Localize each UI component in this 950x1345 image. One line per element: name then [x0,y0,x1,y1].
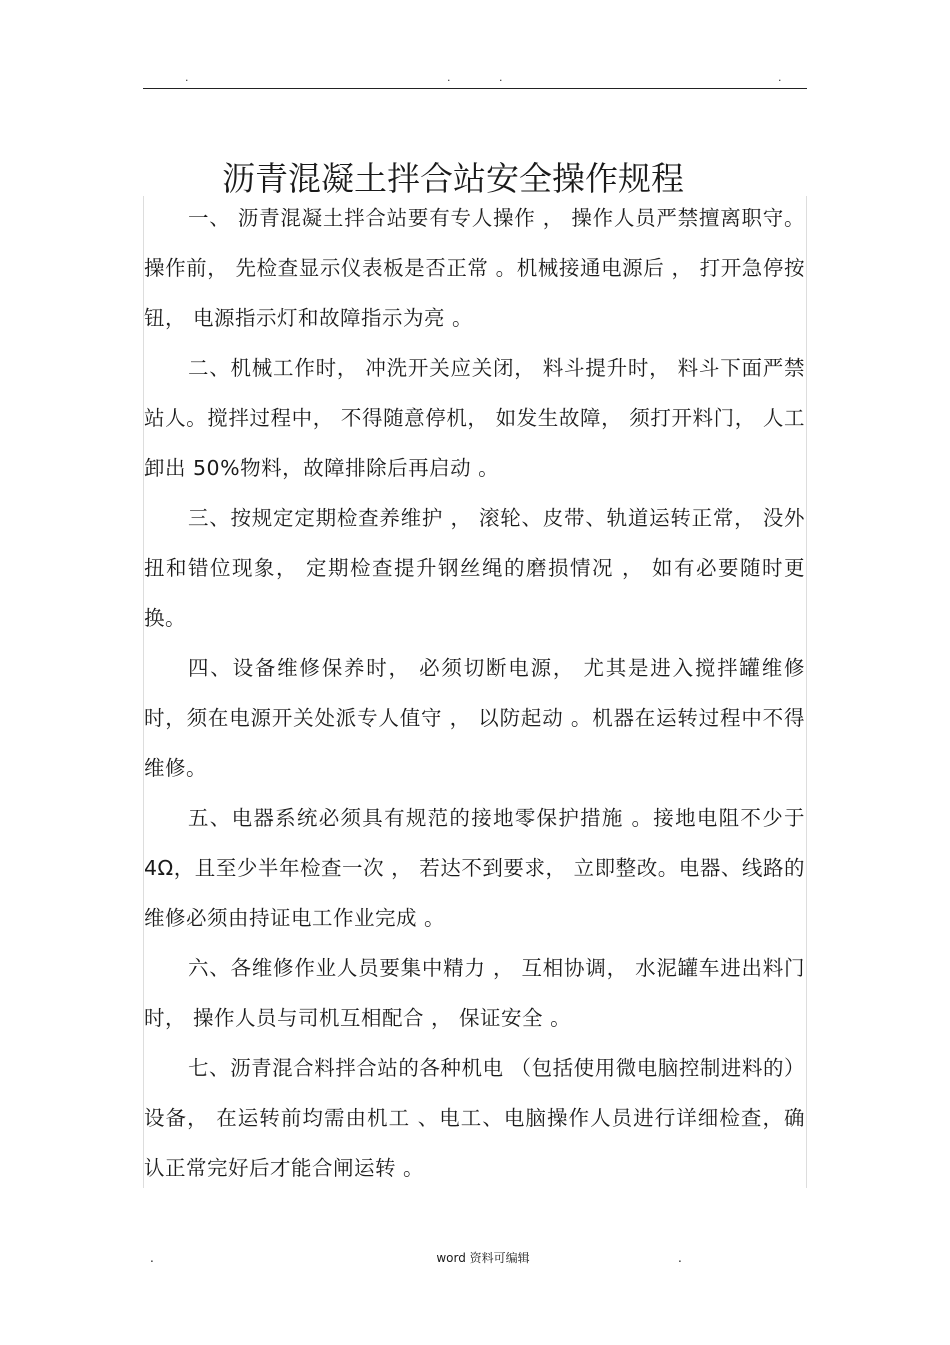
document-title: 沥青混凝土拌合站安全操作规程 [222,159,684,199]
header-divider [143,88,807,89]
header-mark: . [185,71,189,84]
clause-2: 二、机械工作时， 冲洗开关应关闭， 料斗提升时， 料斗下面严禁站人。搅拌过程中， 不得随意停机， 如发生故障， 须打开料门， 人工卸出 50%物料，故障排除后再启动 。 [144,356,805,480]
footer-left-mark: . [150,1251,154,1265]
text-frame-right-border [806,196,807,1188]
clause-7: 七、沥青混合料拌合站的各种机电 （包括使用微电脑控制进料的）设备， 在运转前均需由机工 、电工、电脑操作人员进行详细检查，确认正常完好后才能合闸运转 。 [144,1056,805,1180]
clause-6: 六、各维修作业人员要集中精力 ， 互相协调， 水泥罐车进出料门时， 操作人员与司机互相配合 ， 保证安全 。 [144,956,805,1030]
clause-5: 五、电器系统必须具有规范的接地零保护措施 。接地电阻不少于 4Ω，且至少半年检查一次 ， 若达不到要求， 立即整改。电器、线路的维修必须由持证电工作业完成 。 [144,806,805,930]
header-mark: . [778,71,782,84]
page-footer [0,1248,950,1268]
document-body [144,193,805,1193]
footer-right-mark: . [678,1251,682,1265]
header-mark: . [499,71,503,84]
clause-1: 一、 沥青混凝土拌合站要有专人操作 ， 操作人员严禁擅离职守。操作前， 先检查显示仪表板是否正常 。机械接通电源后 ， 打开急停按钮， 电源指示灯和故障指示为亮 。 [144,206,805,330]
footer-note: word 资料可编辑 [436,1251,530,1265]
header-mark: . [447,71,451,84]
clause-3: 三、按规定定期检查养维护 ， 滚轮、皮带、轨道运转正常， 没外扭和错位现象， 定期检查提升钢丝绳的磨损情况 ， 如有必要随时更换。 [144,506,805,630]
clause-4: 四、设备维修保养时， 必须切断电源， 尤其是进入搅拌罐维修时，须在电源开关处派专人值守 ， 以防起动 。机器在运转过程中不得维修。 [144,656,805,780]
header-marks [0,72,950,84]
